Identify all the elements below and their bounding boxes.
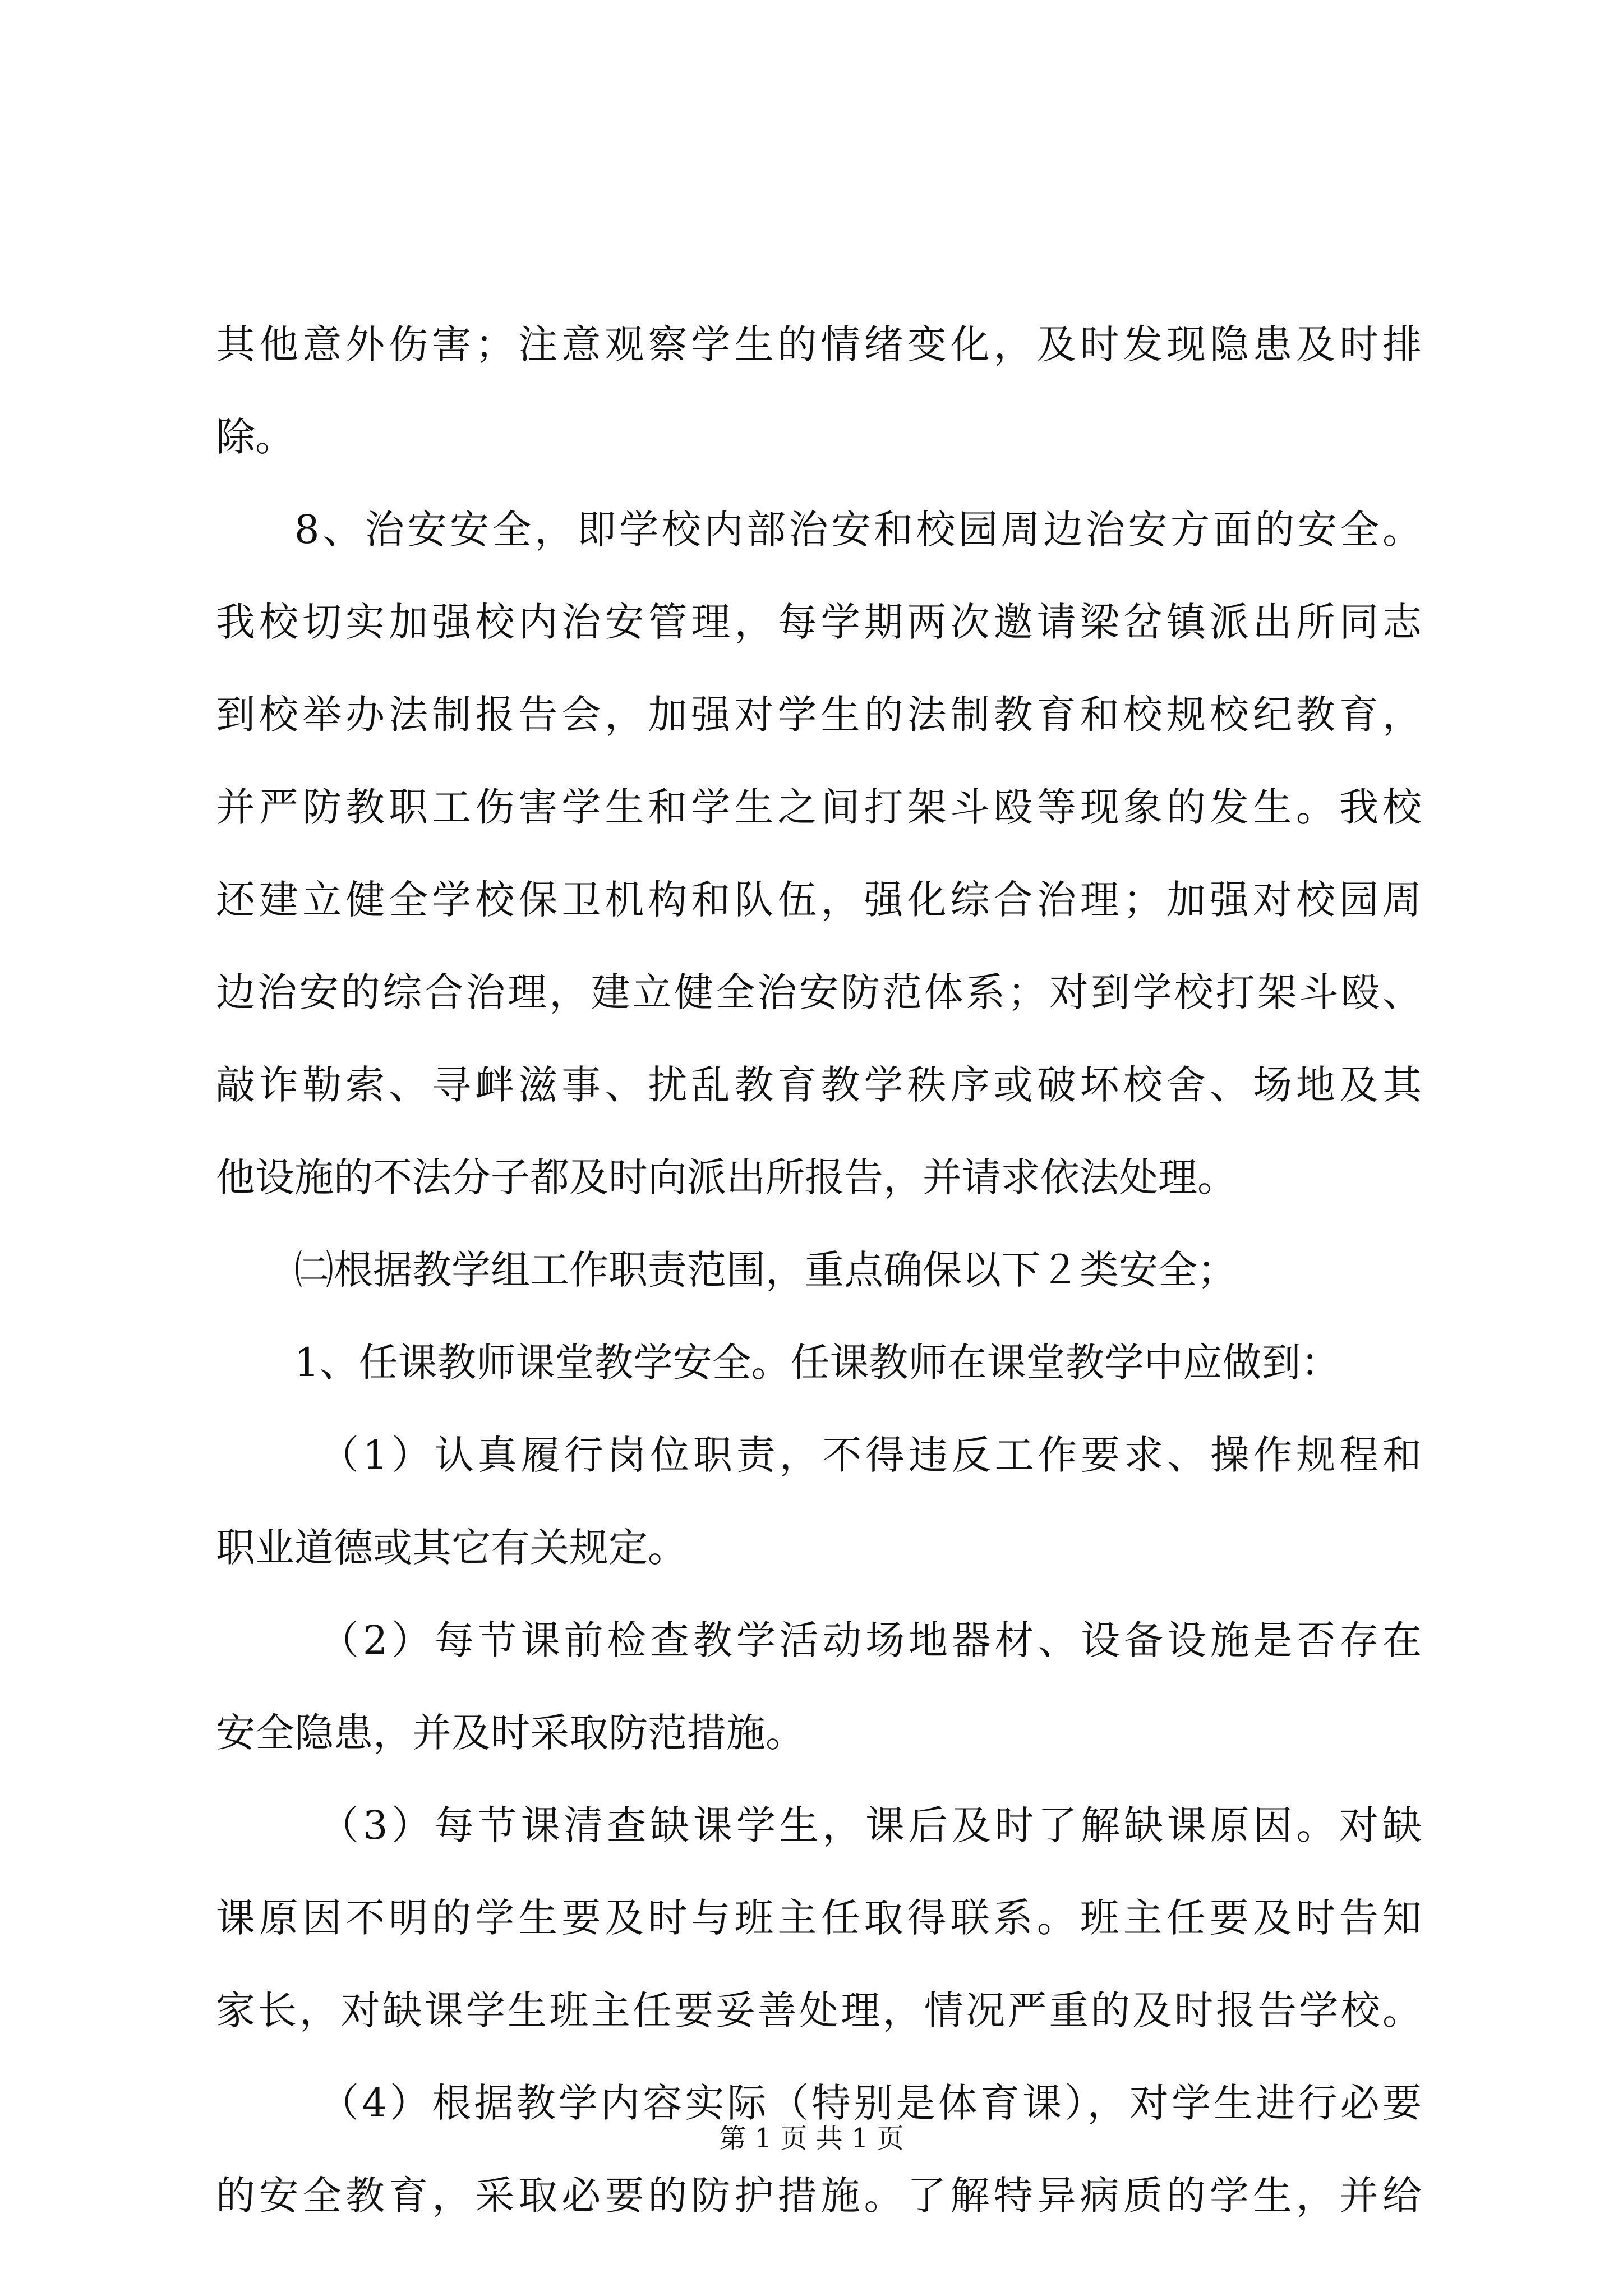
text-line: 他设施的不法分子都及时向派出所报告，并请求依法处理。 [216,1154,1237,1200]
text-line: （2）每节课前检查教学活动场地器材、设备设施是否存在 [320,1617,1422,1663]
text-line: 并严防教职工伤害学生和学生之间打架斗殴等现象的发生。我校 [216,784,1422,830]
text-line: 1、任课教师课堂教学安全。任课教师在课堂教学中应做到： [294,1340,1340,1386]
text-line: ㈡根据教学组工作职责范围，重点确保以下２类安全； [294,1247,1237,1293]
text-line: 还建立健全学校保卫机构和队伍，强化综合治理；加强对校园周 [216,877,1422,923]
text-line: 职业道德或其它有关规定。 [216,1525,687,1571]
text-line: 安全隐患，并及时采取防范措施。 [216,1710,805,1756]
text-line: 课原因不明的学生要及时与班主任取得联系。班主任要及时告知 [216,1895,1422,1941]
text-line: 的安全教育，采取必要的防护措施。了解特异病质的学生，并给 [216,2173,1422,2219]
page-number-footer: 第 1 页 共 1 页 [719,2123,904,2154]
text-line: 到校举办法制报告会，加强对学生的法制教育和校规校纪教育， [216,692,1422,738]
text-line: 敲诈勒索、寻衅滋事、扰乱教育教学秩序或破坏校舍、场地及其 [216,1062,1422,1108]
text-line: 边治安的综合治理，建立健全治安防范体系；对到学校打架斗殴、 [216,969,1422,1015]
text-line: 我校切实加强校内治安管理，每学期两次邀请梁岔镇派出所同志 [216,599,1422,645]
text-line: （4）根据教学内容实际（特别是体育课），对学生进行必要 [320,2080,1422,2126]
text-line: 家长，对缺课学生班主任要妥善处理，情况严重的及时报告学校。 [216,1987,1422,2033]
text-line: 其他意外伤害；注意观察学生的情绪变化，及时发现隐患及时排 [216,321,1422,367]
text-line: 除。 [216,414,294,460]
text-line: 8、治安安全，即学校内部治安和校园周边治安方面的安全。 [294,507,1422,553]
document-body [216,298,1422,2242]
text-line: （3）每节课清查缺课学生，课后及时了解缺课原因。对缺 [320,1802,1422,1848]
text-line: （1）认真履行岗位职责，不得违反工作要求、操作规程和 [320,1432,1422,1478]
